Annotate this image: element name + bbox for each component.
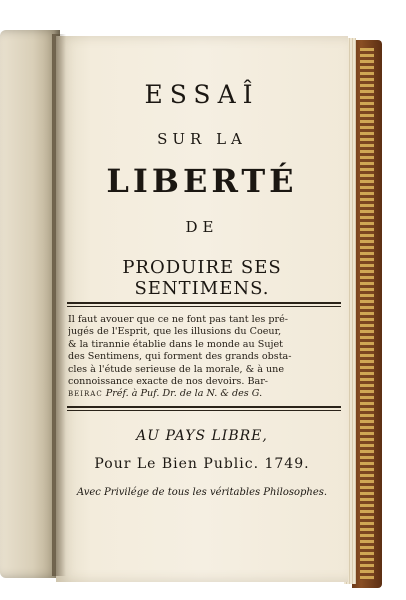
epigraph-author: beirac — [68, 388, 103, 400]
epigraph-line: connoissance exacte de nos devoirs. Bar- — [68, 376, 269, 388]
epigraph-line: cles à l'étude serieuse de la morale, & à une — [68, 363, 285, 375]
title-line-3: LIBERTÉ — [106, 162, 298, 200]
title-line-1: ESSAÎ — [144, 80, 260, 109]
rule-top — [67, 302, 341, 304]
epigraph-line: des Sentimens, qui forment des grands obsta- — [68, 351, 292, 363]
gilt-border — [360, 48, 374, 580]
title-line-4: DE — [185, 218, 219, 236]
left-page — [0, 30, 60, 578]
imprint-privilege: Avec Privilége de tous les véritables Philosophes. — [76, 487, 328, 498]
title-line-5: PRODUIRE SES SENTIMENS. — [122, 257, 282, 299]
epigraph-line: Il faut avouer que ce ne font pas tant les pré- — [68, 314, 288, 325]
imprint-place: AU PAYS LIBRE, — [136, 428, 268, 444]
epigraph — [68, 314, 344, 401]
imprint-publisher: Pour Le Bien Public. 1749. — [94, 456, 310, 472]
epigraph-citation — [68, 388, 344, 400]
rule-bottom — [67, 406, 341, 408]
epigraph-source: Préf. à Puf. Dr. de la N. & des G. — [102, 388, 263, 400]
title-page — [56, 36, 348, 582]
rule-bottom-thin — [67, 410, 341, 411]
epigraph-line: jugés de l'Esprit, que les illusions du Coeur, — [68, 326, 282, 338]
epigraph-line: & la tirannie établie dans le monde au Sujet — [68, 338, 284, 350]
title-line-2: SUR LA — [157, 130, 247, 148]
rule-top-thin — [67, 306, 341, 307]
